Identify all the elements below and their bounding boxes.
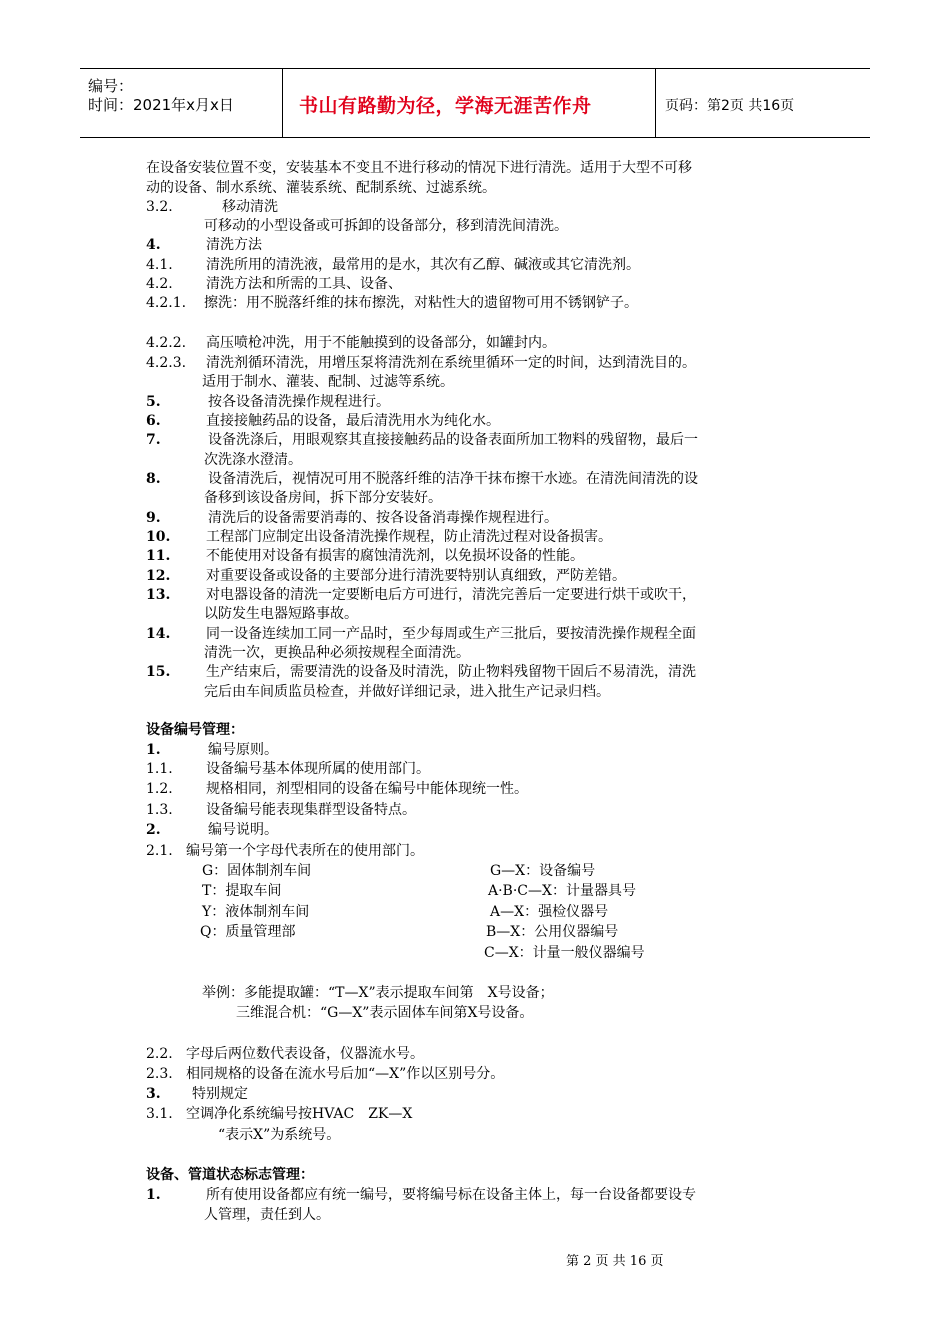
paragraph-line: 人管理，责任到人。 (204, 1207, 330, 1223)
item-text: 清洗所用的清洗液，最常用的是水，其次有乙醇、碱液或其它清洗剂。 (206, 257, 640, 273)
time-label: 时间：2021年x月x日 (88, 96, 234, 114)
item-number: 4. (146, 237, 161, 253)
dept-code: G：固体制剂车间 (202, 863, 312, 879)
dept-code: Y：液体制剂车间 (202, 904, 310, 920)
item-number: 3.1. (146, 1106, 173, 1122)
item-text: 特别规定 (192, 1086, 248, 1102)
section-heading: 设备、管道状态标志管理： (146, 1167, 314, 1183)
item-text: 高压喷枪冲洗，用于不能触摸到的设备部分，如罐封内。 (206, 335, 556, 351)
page-footer: 第 2 页 共 16 页 (566, 1254, 664, 1269)
example-line: 举例：多能提取罐：“T—X”表示提取车间第 X号设备； (202, 985, 554, 1001)
item-text: 同一设备连续加工同一产品时，至少每周或生产三批后，要按清洗操作规程全面 (206, 626, 696, 642)
item-number: 4.2.2. (146, 335, 187, 351)
header-motto-cell (283, 69, 656, 137)
example-line: 三维混合机：“G—X”表示固体车间第X号设备。 (236, 1005, 534, 1021)
item-text: 擦洗：用不脱落纤维的抹布擦洗，对粘性大的遗留物可用不锈钢铲子。 (204, 295, 638, 311)
item-number: 2.3. (146, 1066, 173, 1082)
dept-code: Q：质量管理部 (200, 924, 296, 940)
item-number: 3. (146, 1086, 161, 1102)
item-number: 3.2. (146, 199, 173, 215)
item-text: 设备编号基本体现所属的使用部门。 (206, 761, 430, 777)
header-left-cell (80, 69, 283, 137)
item-text: 工程部门应制定出设备清洗操作规程，防止清洗过程对设备损害。 (206, 529, 612, 545)
instrument-code: A·B·C—X：计量器具号 (488, 883, 636, 899)
item-number: 1.1. (146, 761, 173, 777)
item-number: 2.1. (146, 843, 173, 859)
motto: 书山有路勤为径，学海无涯苦作舟 (299, 95, 592, 117)
item-number: 1. (146, 742, 161, 758)
paragraph-line: 以防发生电器短路事故。 (204, 606, 358, 622)
dept-code: T：提取车间 (202, 883, 282, 899)
item-number: 10. (146, 529, 171, 545)
item-text: 移动清洗 (222, 199, 278, 215)
item-text: 对重要设备或设备的主要部分进行清洗要特别认真细致，严防差错。 (206, 568, 626, 584)
item-number: 4.2.1. (146, 295, 187, 311)
item-text: 设备清洗后，视情况可用不脱落纤维的洁净干抹布擦干水迹。在清洗间清洗的设 (208, 471, 698, 487)
instrument-code: G—X：设备编号 (490, 863, 596, 879)
paragraph-line: 适用于制水、灌装、配制、过滤等系统。 (202, 374, 454, 390)
item-text: 空调净化系统编号按HVAC ZK—X (186, 1106, 413, 1122)
item-text: 编号原则。 (208, 742, 278, 758)
item-text: 对电器设备的清洗一定要断电后方可进行，清洗完善后一定要进行烘干或吹干， (206, 587, 696, 603)
item-text: 不能使用对设备有损害的腐蚀清洗剂，以免损坏设备的性能。 (206, 548, 584, 564)
paragraph-line: “表示X”为系统号。 (218, 1127, 341, 1143)
item-text: 规格相同，剂型相同的设备在编号中能体现统一性。 (206, 781, 528, 797)
paragraph-line: 动的设备、制水系统、灌装系统、配制系统、过滤系统。 (146, 180, 496, 196)
item-text: 字母后两位数代表设备，仪器流水号。 (186, 1046, 424, 1062)
instrument-code: B—X：公用仪器编号 (486, 924, 619, 940)
item-text: 所有使用设备都应有统一编号，要将编号标在设备主体上，每一台设备都要设专 (206, 1187, 696, 1203)
item-number: 4.1. (146, 257, 173, 273)
item-number: 9. (146, 510, 161, 526)
page-label: 页码：第2页 共16页 (665, 98, 795, 114)
item-text: 按各设备清洗操作规程进行。 (208, 394, 390, 410)
item-number: 1.3. (146, 802, 173, 818)
item-number: 6. (146, 413, 161, 429)
item-text: 生产结束后，需要清洗的设备及时清洗，防止物料残留物干固后不易清洗，清洗 (206, 664, 696, 680)
item-number: 1.2. (146, 781, 173, 797)
item-text: 编号说明。 (208, 822, 278, 838)
item-number: 8. (146, 471, 161, 487)
item-text: 清洗剂循环清洗，用增压泵将清洗剂在系统里循环一定的时间，达到清洗目的。 (206, 355, 696, 371)
item-text: 设备编号能表现集群型设备特点。 (206, 802, 416, 818)
header-table (80, 68, 870, 138)
paragraph-line: 可移动的小型设备或可拆卸的设备部分，移到清洗间清洗。 (204, 218, 568, 234)
item-text: 相同规格的设备在流水号后加“—X”作以区别号分。 (186, 1066, 505, 1082)
paragraph-line: 备移到该设备房间，拆下部分安装好。 (204, 490, 442, 506)
item-number: 11. (146, 548, 171, 564)
item-text: 编号第一个字母代表所在的使用部门。 (186, 843, 424, 859)
item-number: 4.2. (146, 276, 173, 292)
item-number: 2.2. (146, 1046, 173, 1062)
item-text: 设备洗涤后，用眼观察其直接接触药品的设备表面所加工物料的残留物，最后一 (208, 432, 698, 448)
code-label: 编号： (88, 77, 134, 95)
item-number: 15. (146, 664, 171, 680)
paragraph-line: 在设备安装位置不变，安装基本不变且不进行移动的情况下进行清洗。适用于大型不可移 (146, 160, 692, 176)
header-page-cell (656, 69, 870, 137)
instrument-code: C—X：计量一般仪器编号 (484, 945, 645, 961)
item-text: 直接接触药品的设备，最后清洗用水为纯化水。 (206, 413, 500, 429)
item-number: 7. (146, 432, 161, 448)
item-text: 清洗方法 (206, 237, 262, 253)
paragraph-line: 清洗一次，更换品种必须按规程全面清洗。 (204, 645, 470, 661)
item-number: 14. (146, 626, 171, 642)
item-number: 4.2.3. (146, 355, 187, 371)
paragraph-line: 完后由车间质监员检查，并做好详细记录，进入批生产记录归档。 (204, 684, 610, 700)
instrument-code: A—X：强检仪器号 (490, 904, 609, 920)
item-text: 清洗方法和所需的工具、设备、 (206, 276, 402, 292)
item-number: 5. (146, 394, 161, 410)
item-number: 1. (146, 1187, 161, 1203)
item-number: 2. (146, 822, 161, 838)
paragraph-line: 次洗涤水澄清。 (204, 452, 302, 468)
item-number: 12. (146, 568, 171, 584)
section-heading: 设备编号管理： (146, 722, 244, 738)
item-text: 清洗后的设备需要消毒的、按各设备消毒操作规程进行。 (208, 510, 558, 526)
item-number: 13. (146, 587, 171, 603)
